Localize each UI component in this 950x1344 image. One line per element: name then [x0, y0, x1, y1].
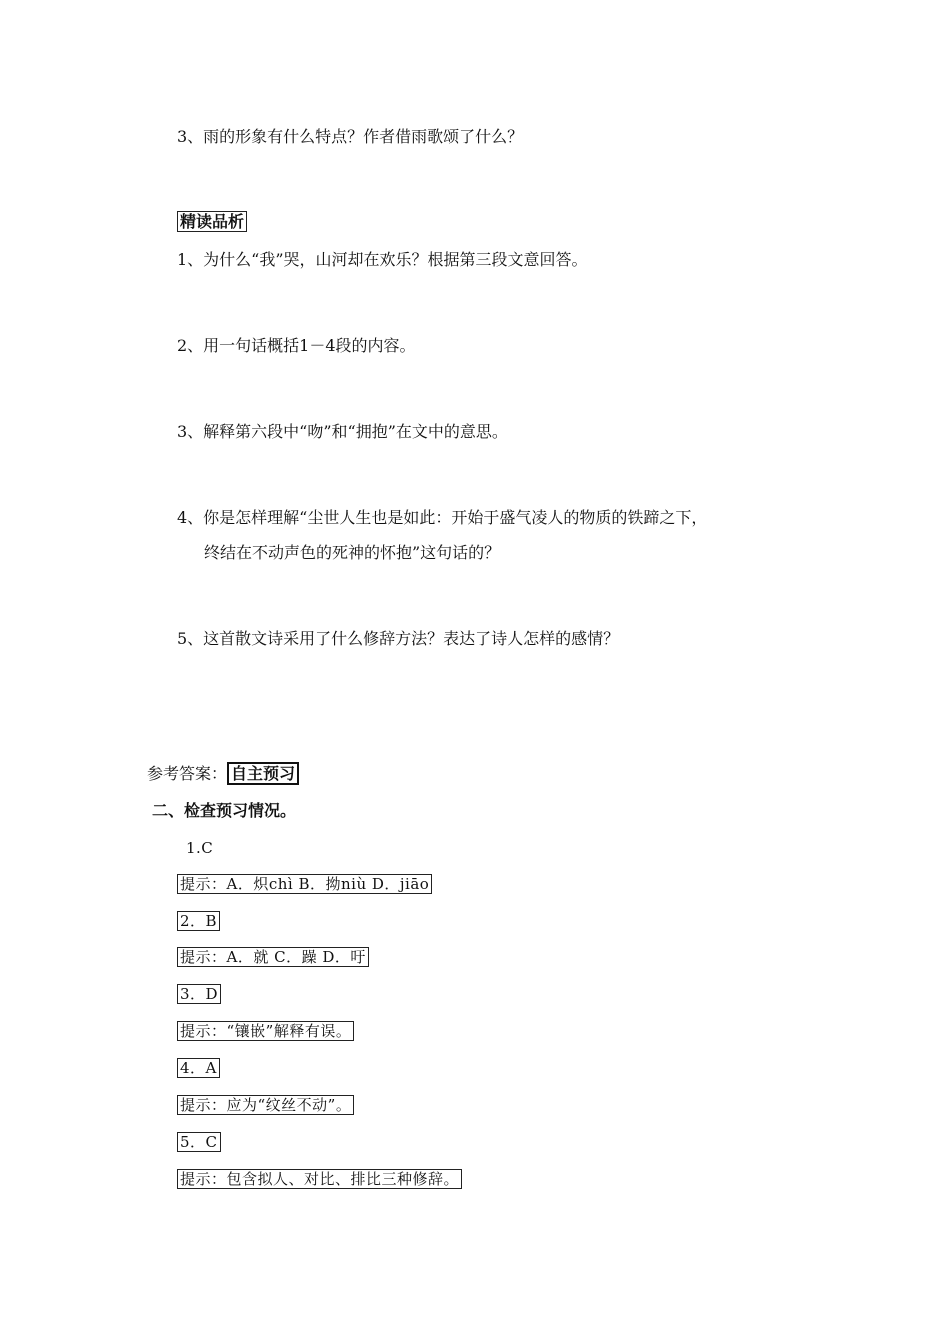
analysis-item-1: 1、为什么“我”哭，山河却在欢乐？根据第三段文意回答。 [177, 250, 588, 269]
analysis-item-4-cont: 终结在不动声色的死神的怀抱”这句话的？ [204, 543, 501, 562]
answer-1-hint: 提示：A．炽chì B．拗niù D．jiāo [177, 873, 432, 895]
answer-5-hint: 提示：包含拟人、对比、排比三种修辞。 [177, 1168, 462, 1190]
answers-heading: 二、检查预习情况。 [152, 801, 297, 820]
section-title [177, 211, 247, 233]
answer-4: 4．A [177, 1057, 220, 1079]
answer-2: 2．B [177, 910, 220, 932]
analysis-item-4: 4、你是怎样理解“尘世人生也是如此：开始于盛气凌人的物质的铁蹄之下， [177, 508, 708, 527]
answer-2-hint: 提示：A．就 C．躁 D．吁 [177, 946, 369, 968]
answer-5: 5．C [177, 1131, 221, 1153]
answers-label: 参考答案： [147, 764, 228, 783]
answers-label-row [147, 763, 299, 785]
answer-3-hint: 提示：“镶嵌”解释有误。 [177, 1020, 354, 1042]
section-title-box: 精读品析 [177, 211, 247, 232]
answer-1: 1.C [186, 839, 214, 857]
analysis-item-5: 5、这首散文诗采用了什么修辞方法？表达了诗人怎样的感情？ [177, 629, 620, 648]
answer-4-hint: 提示：应为“纹丝不动”。 [177, 1094, 354, 1116]
question-3: 3、雨的形象有什么特点？作者借雨歌颂了什么？ [177, 127, 524, 146]
answers-boxed-label: 自主预习 [227, 762, 299, 785]
answer-3: 3．D [177, 983, 221, 1005]
analysis-item-2: 2、用一句话概括1－4段的内容。 [177, 336, 416, 355]
analysis-item-3: 3、解释第六段中“吻”和“拥抱”在文中的意思。 [177, 422, 508, 441]
